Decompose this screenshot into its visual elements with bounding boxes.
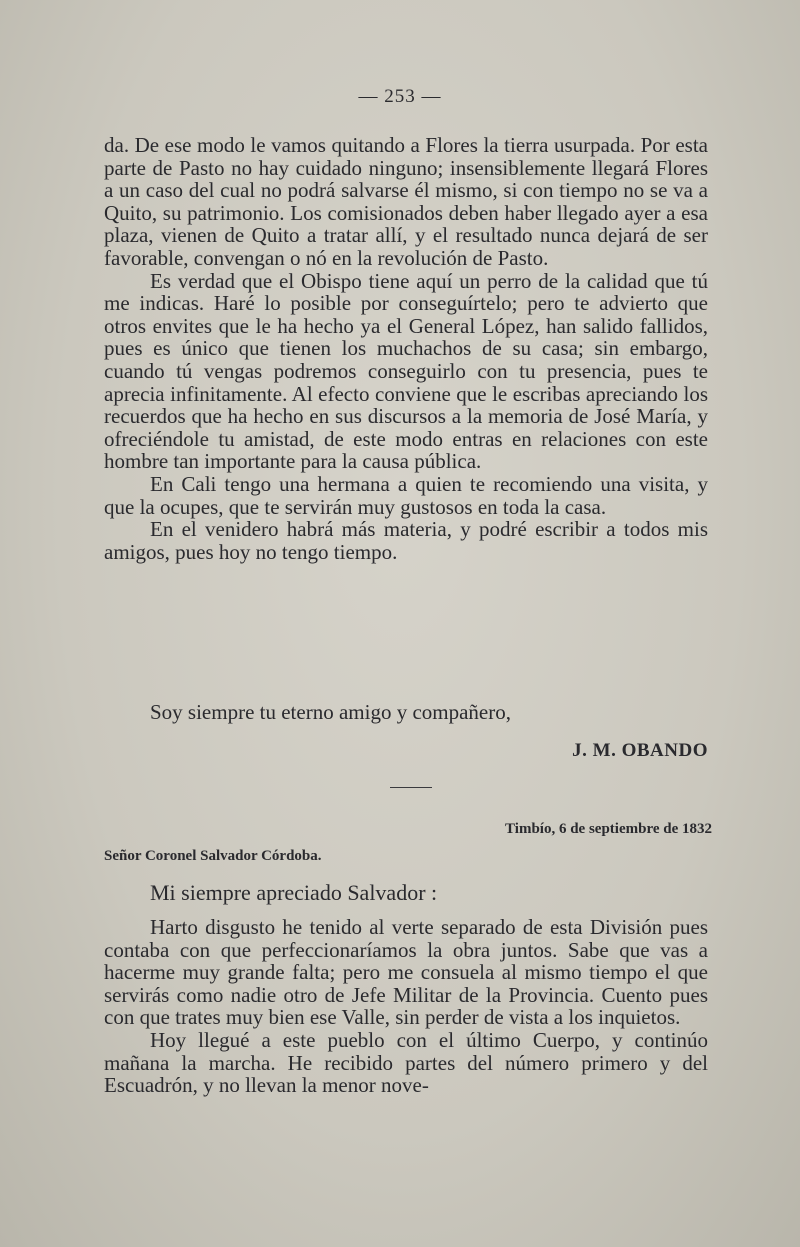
section-divider bbox=[390, 787, 432, 788]
page-number: — 253 — bbox=[358, 86, 442, 107]
place-date: Timbío, 6 de septiembre de 1832 bbox=[505, 821, 712, 837]
paragraph: Harto disgusto he tenido al verte separado de esta División pues contaba con que perfeccionaríamos la obra juntos. Sabe que vas a hacerme muy grande falta; pero me consuela al mismo tiempo el que servirás como nadie otro de Jefe Militar de la Provincia. Cuento pues con que trates muy bien ese Valle, sin perder de vista a los inquietos. bbox=[104, 915, 708, 1030]
closing-line: Soy siempre tu eterno amigo y compañero, bbox=[150, 700, 511, 724]
paragraph: Hoy llegué a este pueblo con el último Cuerpo, y continúo mañana la marcha. He recibido partes del número primero y del Escuadrón, y no llevan la menor nove- bbox=[104, 1027, 708, 1098]
letter-2-body bbox=[104, 916, 708, 1097]
signature: J. M. OBANDO bbox=[572, 740, 708, 761]
salutation: Mi siempre apreciado Salvador : bbox=[150, 880, 438, 905]
letter-1-body bbox=[104, 134, 708, 563]
paragraph: En Cali tengo una hermana a quien te recomiendo una visita, y que la ocupes, que te servirán muy gustosos en toda la casa. bbox=[104, 471, 708, 519]
paragraph: Es verdad que el Obispo tiene aquí un perro de la calidad que tú me indicas. Haré lo posible por conseguírtelo; pero te advierto que otros envites que le ha hecho ya el General López, han salido fallidos, pues es único que tienen los muchachos de su casa; sin embargo, cuando tú vengas podremos conseguirlo con tu presencia, pues te aprecia infinitamente. Al efecto conviene que le escribas apreciando los recuerdos que ha hecho en sus discursos a la memoria de José María, y ofreciéndole tu amistad, de este modo entras en relaciones con este hombre tan importante para la causa pública. bbox=[104, 268, 708, 474]
paragraph: da. De ese modo le vamos quitando a Flores la tierra usurpada. Por esta parte de Pasto no hay cuidado ninguno; insensiblemente llegará Flores a un caso del cual no podrá salvarse él mismo, si con tiempo no se va a Quito, su patrimonio. Los comisionados deben haber llegado ayer a esa plaza, vienen de Quito a tratar allí, y el resultado nunca dejará de ser favorable, convengan o nó en la revolución de Pasto. bbox=[104, 133, 708, 270]
addressee: Señor Coronel Salvador Córdoba. bbox=[104, 848, 322, 864]
paragraph: En el venidero habrá más materia, y podré escribir a todos mis amigos, pues hoy no tengo tiempo. bbox=[104, 517, 708, 564]
